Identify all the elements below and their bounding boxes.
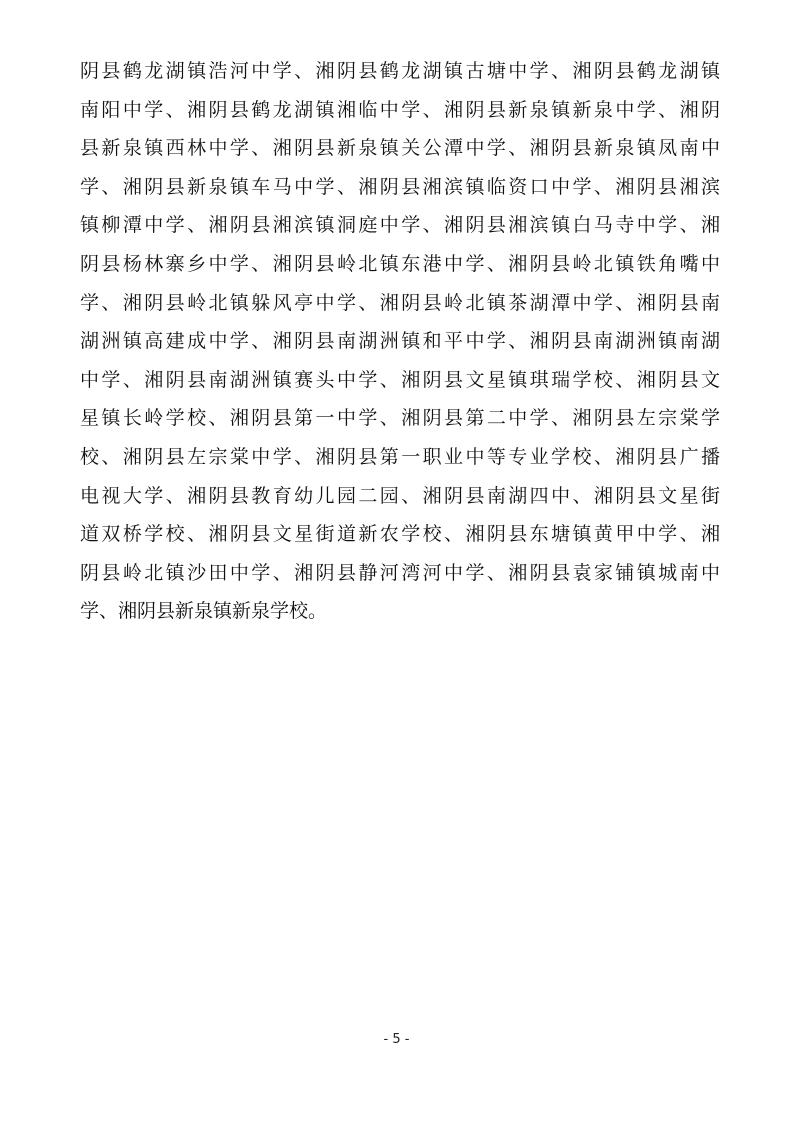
text-line: 道双桥学校、湘阴县文星街道新农学校、湘阴县东塘镇黄甲中学、湘 (80, 523, 720, 546)
page-number: - 5 - (383, 1032, 410, 1047)
text-line: 中学、湘阴县南湖洲镇赛头中学、湘阴县文星镇琪瑞学校、湘阴县文 (80, 368, 720, 391)
text-line: 校、湘阴县左宗棠中学、湘阴县第一职业中等专业学校、湘阴县广播 (80, 445, 720, 468)
text-line: 学、湘阴县岭北镇躲风亭中学、湘阴县岭北镇茶湖潭中学、湘阴县南 (80, 291, 720, 314)
text-line: 阴县岭北镇沙田中学、湘阴县静河湾河中学、湘阴县袁家铺镇城南中 (80, 561, 720, 584)
text-line: 镇柳潭中学、湘阴县湘滨镇洞庭中学、湘阴县湘滨镇白马寺中学、湘 (80, 214, 720, 237)
text-line: 南阳中学、湘阴县鹤龙湖镇湘临中学、湘阴县新泉镇新泉中学、湘阴 (80, 98, 720, 121)
text-line: 湖洲镇高建成中学、湘阴县南湖洲镇和平中学、湘阴县南湖洲镇南湖 (80, 330, 720, 353)
text-line: 学、湘阴县新泉镇车马中学、湘阴县湘滨镇临资口中学、湘阴县湘滨 (80, 175, 720, 198)
text-line: 星镇长岭学校、湘阴县第一中学、湘阴县第二中学、湘阴县左宗棠学 (80, 407, 720, 430)
body-paragraph (80, 52, 720, 631)
text-line: 电视大学、湘阴县教育幼儿园二园、湘阴县南湖四中、湘阴县文星街 (80, 484, 720, 507)
text-line: 阴县杨林寨乡中学、湘阴县岭北镇东港中学、湘阴县岭北镇铁角嘴中 (80, 252, 720, 275)
text-line: 阴县鹤龙湖镇浩河中学、湘阴县鹤龙湖镇古塘中学、湘阴县鹤龙湖镇 (80, 60, 720, 82)
text-line: 县新泉镇西林中学、湘阴县新泉镇关公潭中学、湘阴县新泉镇凤南中 (80, 137, 720, 160)
text-line-last: 学、湘阴县新泉镇新泉学校。 (80, 600, 328, 623)
